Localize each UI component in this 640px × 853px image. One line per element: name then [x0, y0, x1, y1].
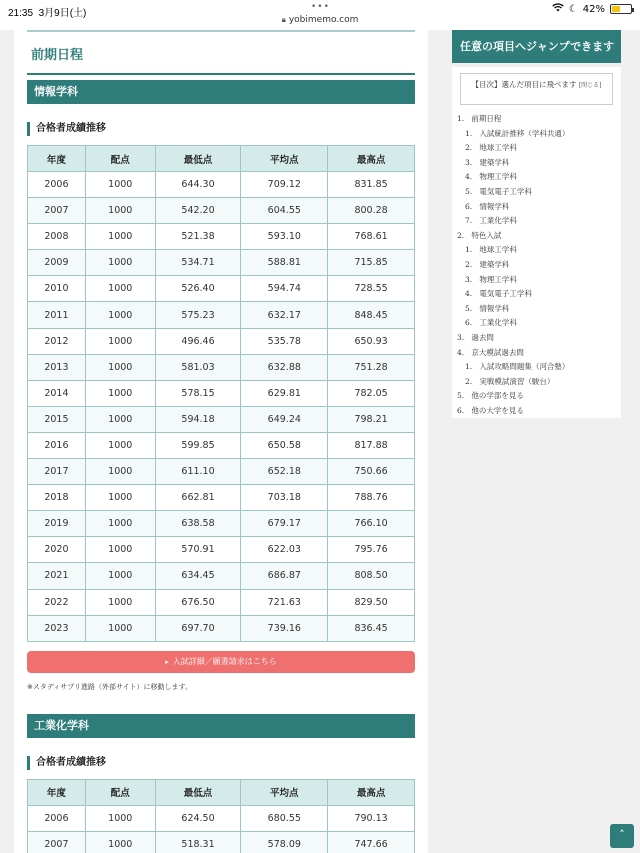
url-text: yobimemo.com	[288, 15, 359, 25]
sub-heading: 合格者成績推移	[27, 122, 415, 136]
page-title: 前期日程	[27, 32, 415, 75]
toc-item[interactable]	[452, 389, 621, 404]
cell-max: 751.28	[328, 354, 415, 380]
cell-points: 1000	[85, 302, 155, 328]
table-row	[28, 328, 415, 354]
cell-min: 644.30	[155, 172, 241, 198]
toc-item-label: 物理工学科	[479, 172, 517, 182]
cell-points: 1000	[85, 432, 155, 458]
cell-avg: 578.09	[241, 831, 328, 853]
cell-points: 1000	[85, 537, 155, 563]
toc-item-label: 地球工学科	[479, 143, 517, 153]
toc-heading	[460, 73, 613, 105]
admission-info-button[interactable]	[27, 651, 415, 673]
cell-max: 848.45	[328, 302, 415, 328]
toc-item-number: 4.	[465, 172, 473, 182]
toc-item-number: 4.	[465, 289, 473, 299]
cell-min: 611.10	[155, 459, 241, 485]
toc-item[interactable]	[452, 346, 621, 361]
toc-item-number: 4.	[457, 347, 465, 357]
cell-min: 638.58	[155, 511, 241, 537]
section-heading-kogyokagaku: 工業化学科	[27, 714, 415, 738]
double-chevron-up-icon: ˄	[619, 828, 625, 841]
cell-points: 1000	[85, 563, 155, 589]
status-time: 21:35 3月9日(土)	[8, 8, 87, 19]
toc-item[interactable]	[452, 360, 621, 375]
toc-item[interactable]	[452, 316, 621, 331]
toc-item-label: 実戦模試演習（駿台）	[479, 376, 555, 386]
cell-min: 599.85	[155, 432, 241, 458]
moon-icon: ☾	[568, 3, 578, 15]
column-header-max: 最高点	[328, 146, 415, 172]
cell-year: 2023	[28, 615, 86, 641]
cell-points: 1000	[85, 485, 155, 511]
table-row	[28, 302, 415, 328]
cell-avg: 721.63	[241, 589, 328, 615]
cell-points: 1000	[85, 805, 155, 831]
cell-points: 1000	[85, 380, 155, 406]
wifi-icon	[552, 3, 564, 15]
cell-year: 2006	[28, 805, 86, 831]
cell-max: 800.28	[328, 198, 415, 224]
cell-points: 1000	[85, 224, 155, 250]
cell-points: 1000	[85, 589, 155, 615]
cell-year: 2017	[28, 459, 86, 485]
toc-item-label: 他の大学を見る	[471, 405, 524, 415]
toc-item-label: 物理工学科	[479, 274, 517, 284]
toc-item-number: 6.	[457, 405, 465, 415]
cell-points: 1000	[85, 354, 155, 380]
table-row	[28, 354, 415, 380]
toc-item-number: 3.	[465, 274, 473, 284]
column-header-year: 年度	[28, 779, 86, 805]
toc-item[interactable]	[452, 200, 621, 215]
cell-year: 2021	[28, 563, 86, 589]
column-header-year: 年度	[28, 146, 86, 172]
section-heading-joho: 情報学科	[27, 80, 415, 104]
cell-year: 2008	[28, 224, 86, 250]
score-table-kogyokagaku	[27, 779, 415, 853]
cell-year: 2010	[28, 276, 86, 302]
cell-year: 2020	[28, 537, 86, 563]
column-header-min: 最低点	[155, 146, 241, 172]
sub-heading: 合格者成績推移	[27, 756, 415, 770]
toc-item[interactable]	[452, 404, 621, 419]
table-row	[28, 511, 415, 537]
toc-item[interactable]	[452, 331, 621, 346]
cell-max: 795.76	[328, 537, 415, 563]
table-row	[28, 537, 415, 563]
toc-item-number: 2.	[465, 259, 473, 269]
table-body	[28, 172, 415, 642]
cell-year: 2019	[28, 511, 86, 537]
cell-avg: 588.81	[241, 250, 328, 276]
cell-max: 829.50	[328, 589, 415, 615]
toc-item-label: 他の学部を見る	[471, 391, 524, 401]
cell-avg: 686.87	[241, 563, 328, 589]
cell-avg: 703.18	[241, 485, 328, 511]
cell-points: 1000	[85, 276, 155, 302]
toc-item-number: 5.	[465, 303, 473, 313]
cell-min: 521.38	[155, 224, 241, 250]
cell-avg: 679.17	[241, 511, 328, 537]
cell-min: 594.18	[155, 406, 241, 432]
divider	[27, 30, 415, 32]
status-bar	[0, 0, 640, 30]
cell-points: 1000	[85, 198, 155, 224]
cell-min: 542.20	[155, 198, 241, 224]
toc-list	[452, 112, 621, 418]
toc-item-number: 3.	[465, 157, 473, 167]
cell-max: 798.21	[328, 406, 415, 432]
table-row	[28, 459, 415, 485]
table-row	[28, 563, 415, 589]
toc-item[interactable]	[452, 185, 621, 200]
table-row	[28, 432, 415, 458]
cell-max: 747.66	[328, 831, 415, 853]
toc-item[interactable]	[452, 141, 621, 156]
column-header-max: 最高点	[328, 779, 415, 805]
toc-item-label: 電気電子工学科	[479, 186, 532, 196]
cell-year: 2018	[28, 485, 86, 511]
table-of-contents	[452, 67, 621, 418]
cell-points: 1000	[85, 328, 155, 354]
column-header-points: 配点	[85, 146, 155, 172]
table-row	[28, 224, 415, 250]
cell-points: 1000	[85, 459, 155, 485]
cell-max: 715.85	[328, 250, 415, 276]
toc-item[interactable]	[452, 375, 621, 390]
toc-item-number: 6.	[465, 318, 473, 328]
cell-year: 2012	[28, 328, 86, 354]
cell-year: 2006	[28, 172, 86, 198]
score-table-joho	[27, 145, 415, 642]
toc-item[interactable]	[452, 112, 621, 127]
sidebar-title: 任意の項目へジャンプできます	[452, 30, 621, 63]
table-row	[28, 406, 415, 432]
cell-min: 570.91	[155, 537, 241, 563]
cell-min: 526.40	[155, 276, 241, 302]
chevron-right-icon: ▸	[165, 657, 169, 666]
toc-item-number: 2.	[465, 143, 473, 153]
cell-max: 728.55	[328, 276, 415, 302]
cell-avg: 622.03	[241, 537, 328, 563]
toc-item-label: 電気電子工学科	[479, 289, 532, 299]
scroll-to-top-button[interactable]	[610, 824, 634, 848]
cell-min: 662.81	[155, 485, 241, 511]
cell-avg: 739.16	[241, 615, 328, 641]
table-row	[28, 380, 415, 406]
toc-item[interactable]	[452, 229, 621, 244]
table-row	[28, 172, 415, 198]
external-link-note: ※スタディサプリ進路（外部サイト）に移動します。	[27, 682, 192, 691]
cell-points: 1000	[85, 831, 155, 853]
cell-avg: 649.24	[241, 406, 328, 432]
cell-avg: 629.81	[241, 380, 328, 406]
cell-min: 518.31	[155, 831, 241, 853]
toc-item-number: 1.	[457, 114, 465, 123]
cell-max: 768.61	[328, 224, 415, 250]
toc-item[interactable]	[452, 156, 621, 171]
table-row	[28, 198, 415, 224]
toc-item-number: 6.	[465, 201, 473, 211]
cell-avg: 632.17	[241, 302, 328, 328]
column-header-avg: 平均点	[241, 779, 328, 805]
cta-label: 入試詳細／願書請求はこちら	[172, 656, 277, 666]
toc-close-button[interactable]: [閉じる]	[578, 82, 602, 89]
cell-points: 1000	[85, 615, 155, 641]
cell-max: 750.66	[328, 459, 415, 485]
cell-points: 1000	[85, 406, 155, 432]
toc-item-label: 情報学科	[479, 303, 510, 313]
toc-item-label: 前期日程	[471, 114, 502, 123]
cell-avg: 632.88	[241, 354, 328, 380]
cell-points: 1000	[85, 511, 155, 537]
toc-item[interactable]	[452, 243, 621, 258]
cell-year: 2013	[28, 354, 86, 380]
table-row	[28, 805, 415, 831]
table-row	[28, 831, 415, 853]
cell-points: 1000	[85, 250, 155, 276]
cell-min: 575.23	[155, 302, 241, 328]
table-row	[28, 589, 415, 615]
toc-item-label: 工業化学科	[479, 318, 517, 328]
cell-year: 2007	[28, 198, 86, 224]
multitask-dots-icon[interactable]: •••	[311, 2, 330, 12]
cell-min: 697.70	[155, 615, 241, 641]
toc-item[interactable]	[452, 273, 621, 288]
cell-max: 817.88	[328, 432, 415, 458]
cell-max: 766.10	[328, 511, 415, 537]
cell-min: 534.71	[155, 250, 241, 276]
table-header-row	[28, 146, 415, 172]
toc-item-label: 入試統計推移（学科共通）	[479, 128, 570, 138]
toc-item-label: 情報学科	[479, 201, 510, 211]
cell-max: 788.76	[328, 485, 415, 511]
cell-year: 2015	[28, 406, 86, 432]
toc-item-number: 1.	[465, 128, 473, 138]
toc-item-number: 2.	[465, 376, 473, 386]
cell-avg: 594.74	[241, 276, 328, 302]
toc-item[interactable]	[452, 258, 621, 273]
cell-year: 2009	[28, 250, 86, 276]
toc-item-label: 地球工学科	[479, 245, 517, 255]
cell-min: 634.45	[155, 563, 241, 589]
toc-item-number: 5.	[465, 186, 473, 196]
main-content	[14, 30, 428, 853]
cell-min: 624.50	[155, 805, 241, 831]
toc-item-label: 建築学科	[479, 157, 510, 167]
cell-max: 836.45	[328, 615, 415, 641]
table-body	[28, 805, 415, 853]
toc-heading-text: 【目次】選んだ項目に飛べます	[471, 80, 577, 89]
cell-avg: 709.12	[241, 172, 328, 198]
cell-avg: 650.58	[241, 432, 328, 458]
cell-min: 578.15	[155, 380, 241, 406]
cell-max: 808.50	[328, 563, 415, 589]
toc-item-number: 5.	[457, 391, 465, 401]
toc-item-label: 建築学科	[479, 259, 510, 269]
toc-item-number: 7.	[465, 216, 473, 226]
cell-year: 2014	[28, 380, 86, 406]
status-indicators	[552, 3, 632, 15]
cell-year: 2007	[28, 831, 86, 853]
toc-item[interactable]	[452, 302, 621, 317]
table-row	[28, 485, 415, 511]
toc-item-number: 3.	[457, 332, 465, 342]
cell-max: 790.13	[328, 805, 415, 831]
cell-max: 650.93	[328, 328, 415, 354]
toc-item[interactable]	[452, 214, 621, 229]
toc-item-number: 2.	[457, 230, 465, 240]
cell-year: 2016	[28, 432, 86, 458]
toc-item-number: 1.	[465, 245, 473, 255]
toc-item[interactable]	[452, 287, 621, 302]
toc-item-label: 過去問	[471, 332, 494, 342]
toc-item-label: 工業化学科	[479, 216, 517, 226]
cell-points: 1000	[85, 172, 155, 198]
table-row	[28, 615, 415, 641]
toc-item-label: 入試攻略問題集（河合塾）	[479, 362, 570, 372]
toc-item[interactable]	[452, 170, 621, 185]
cell-max: 782.05	[328, 380, 415, 406]
cell-avg: 680.55	[241, 805, 328, 831]
battery-icon	[610, 4, 632, 14]
cell-avg: 535.78	[241, 328, 328, 354]
column-header-points: 配点	[85, 779, 155, 805]
cell-avg: 593.10	[241, 224, 328, 250]
column-header-avg: 平均点	[241, 146, 328, 172]
table-row	[28, 276, 415, 302]
cell-min: 581.03	[155, 354, 241, 380]
toc-item-label: 特色入試	[471, 230, 502, 240]
cell-avg: 604.55	[241, 198, 328, 224]
cell-min: 496.46	[155, 328, 241, 354]
cell-year: 2022	[28, 589, 86, 615]
cell-year: 2011	[28, 302, 86, 328]
cell-max: 831.85	[328, 172, 415, 198]
toc-item[interactable]	[452, 127, 621, 142]
cell-min: 676.50	[155, 589, 241, 615]
toc-item-label: 京大模試過去問	[471, 347, 524, 357]
column-header-min: 最低点	[155, 779, 241, 805]
table-row	[28, 250, 415, 276]
battery-percent: 42%	[582, 3, 605, 15]
lock-icon: 🔒︎	[281, 15, 286, 24]
table-header-row	[28, 779, 415, 805]
cell-avg: 652.18	[241, 459, 328, 485]
url-bar[interactable]	[0, 15, 640, 25]
toc-item-number: 1.	[465, 362, 473, 372]
